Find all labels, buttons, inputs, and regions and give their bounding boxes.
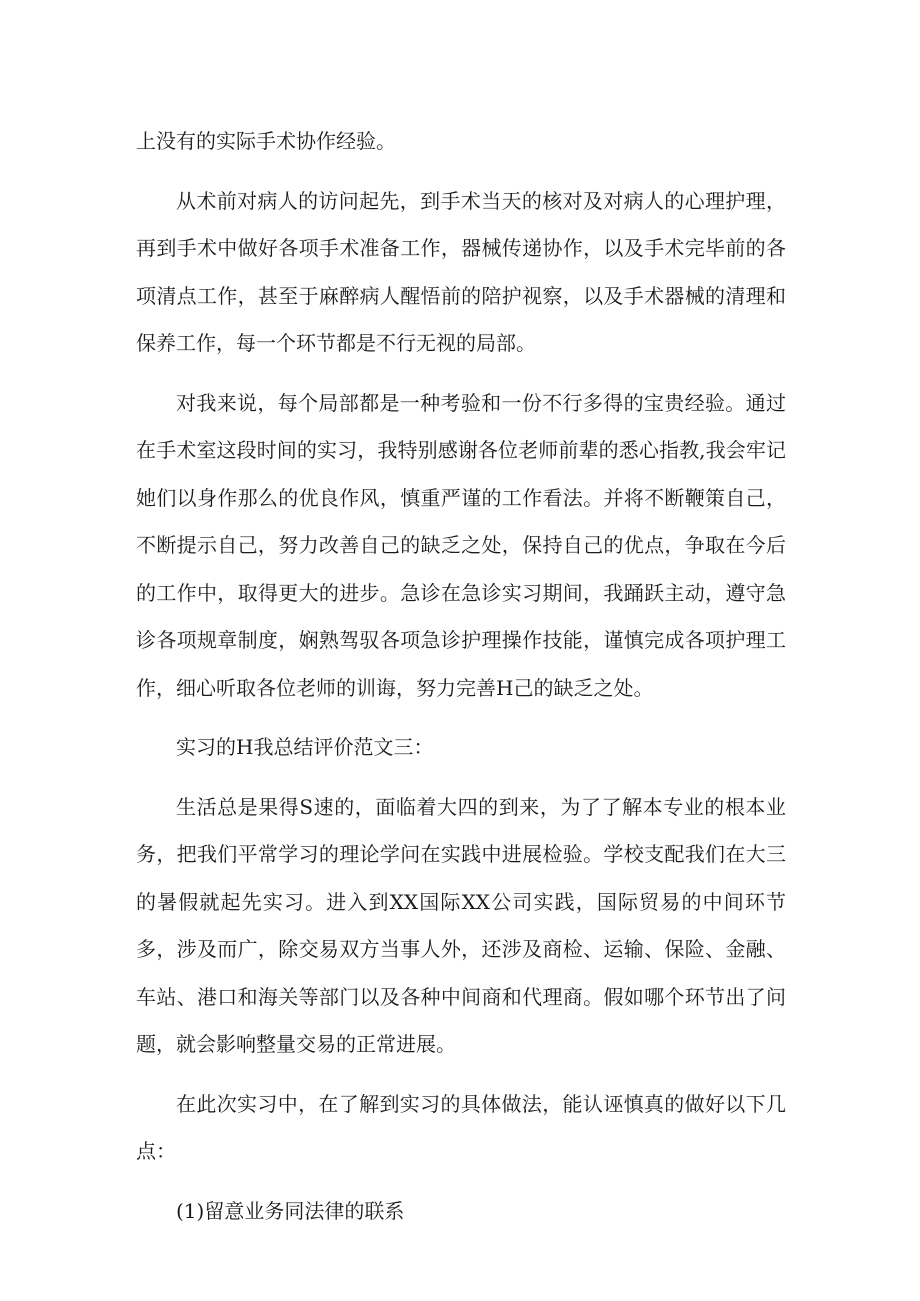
section-heading: 实习的H我总结评价范文三：	[176, 735, 434, 759]
paragraph-2: 从术前对病人的访问起先，到手术当天的核对及对病人的心理护理，再到手术中做好各项手术准备工作，器械传递协作，以及手术完毕前的各项清点工作，甚至于麻醉病人醒悟前的陪护视察，以及手术器械的清理和保养工作，每一个环节都是不行无视的局部。	[136, 188, 786, 355]
document-body	[136, 118, 786, 1247]
list-item-1: (1)留意业务同法律的联系	[176, 1198, 405, 1223]
paragraph-3: 对我来说，每个局部都是一种考验和一份不行多得的宝贵经验。通过在手术室这段时间的实习，我特别感谢各位老师前辈的悉心指教,我会牢记她们以身作那么的优良作风，慎重严谨的工作看法。并将不断鞭策自己，不断提示自己，努力改善自己的缺乏之处，保持自己的优点，争取在今后的工作中，取得更大的进步。急诊在急诊实习期间，我踊跃主动，遵守急诊各项规章制度，娴熟驾驭各项急诊护理操作技能，谨慎完成各项护理工作，细心听取各位老师的训诲，努力完善H己的缺乏之处。	[136, 390, 786, 700]
paragraph-4: 生活总是果得S速的，面临着大四的到来，为了了解本专业的根本业务，把我们平常学习的理论学问在实践中进展检验。学校支配我们在大三的暑假就起先实习。进入到XX国际XX公司实践，国际贸易的中间环节多，涉及而广，除交易双方当事人外，还涉及商检、运输、保险、金融、车站、港口和海关等部门以及各种中间商和代理商。假如哪个环节出了问题，就会影响整量交易的正常进展。	[136, 794, 786, 1056]
paragraph-5: 在此次实习中，在了解到实习的具体做法，能认诬慎真的做好以下几点：	[136, 1091, 786, 1163]
paragraph-1: 上没有的实际手术协作经验。	[136, 129, 396, 153]
